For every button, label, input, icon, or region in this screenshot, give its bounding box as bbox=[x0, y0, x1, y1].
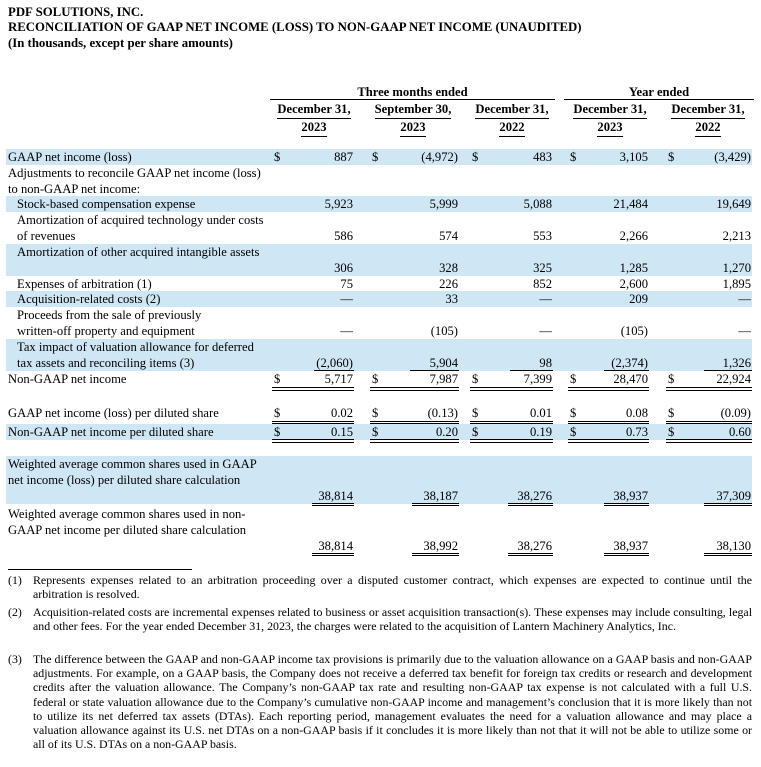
total-rule bbox=[568, 442, 649, 443]
table-cell: 0.01 bbox=[529, 406, 552, 420]
group-three-months: Three months ended bbox=[270, 85, 555, 100]
table-cell: 574 bbox=[439, 229, 458, 243]
table-cell: (4,972) bbox=[421, 150, 458, 164]
table-cell: 328 bbox=[439, 261, 458, 275]
subtotal-rule bbox=[604, 370, 649, 371]
dollar-sign: $ bbox=[472, 372, 479, 386]
total-rule bbox=[470, 423, 553, 424]
table-cell: 38,992 bbox=[423, 539, 458, 553]
total-rule bbox=[704, 505, 752, 506]
total-rule bbox=[604, 505, 649, 506]
row-label-arbitration: Expenses of arbitration (1) bbox=[17, 277, 152, 291]
dollar-sign: $ bbox=[668, 425, 675, 439]
table-cell: (0.13) bbox=[427, 406, 458, 420]
total-rule bbox=[272, 442, 354, 443]
dollar-sign: $ bbox=[668, 150, 675, 164]
total-rule bbox=[666, 423, 752, 424]
footnote-number: (1) bbox=[8, 573, 22, 587]
table-cell: — bbox=[738, 292, 751, 306]
table-cell: 0.73 bbox=[625, 425, 648, 439]
total-rule bbox=[604, 555, 649, 556]
row-label-gaap-eps: GAAP net income (loss) per diluted share bbox=[8, 406, 219, 420]
footnote-text: Represents expenses related to an arbitration proceeding over a disputed customer contract, which expenses are expected to continue until the arbitration is resolved. bbox=[33, 573, 752, 602]
report-subtitle: (In thousands, except per share amounts) bbox=[8, 36, 233, 50]
row-label-tax-impact: Tax impact of valuation allowance for deferred tax assets and reconciling items (3) bbox=[17, 340, 254, 370]
table-cell: 33 bbox=[445, 292, 458, 306]
table-cell: 0.15 bbox=[330, 425, 353, 439]
table-cell: 98 bbox=[539, 356, 552, 370]
table-cell: 38,937 bbox=[613, 489, 648, 503]
table-cell: 38,130 bbox=[716, 539, 751, 553]
dollar-sign: $ bbox=[570, 372, 577, 386]
footnote-3 bbox=[8, 652, 752, 751]
total-rule bbox=[312, 505, 354, 506]
dollar-sign: $ bbox=[274, 372, 281, 386]
total-rule bbox=[272, 439, 354, 440]
table-cell: 1,326 bbox=[722, 356, 751, 370]
row-label-proceeds: Proceeds from the sale of previously written-off property and equipment bbox=[17, 308, 202, 338]
dollar-sign: $ bbox=[668, 372, 675, 386]
total-rule bbox=[508, 555, 553, 556]
row-label-adjustments: Adjustments to reconcile GAAP net income (loss) to non-GAAP net income: bbox=[8, 166, 261, 196]
table-cell: 2,266 bbox=[619, 229, 648, 243]
table-cell: 7,987 bbox=[429, 372, 458, 386]
dollar-sign: $ bbox=[274, 425, 281, 439]
total-rule bbox=[568, 423, 649, 424]
total-rule bbox=[312, 555, 354, 556]
table-cell: 22,924 bbox=[716, 372, 751, 386]
table-cell: (105) bbox=[620, 324, 648, 338]
total-rule bbox=[412, 505, 459, 506]
total-rule bbox=[508, 553, 553, 554]
dollar-sign: $ bbox=[372, 150, 379, 164]
table-cell: 28,470 bbox=[613, 372, 648, 386]
table-cell: 1,270 bbox=[722, 261, 751, 275]
total-rule bbox=[272, 421, 354, 422]
table-cell: 38,276 bbox=[517, 489, 552, 503]
table-cell: 0.02 bbox=[330, 406, 353, 420]
subtotal-rule bbox=[410, 370, 459, 371]
total-rule bbox=[272, 423, 354, 424]
table-cell: 553 bbox=[533, 229, 552, 243]
total-rule bbox=[312, 503, 354, 504]
footnote-1 bbox=[8, 573, 752, 601]
table-cell: (105) bbox=[430, 324, 458, 338]
total-rule bbox=[568, 390, 649, 391]
row-label-amort-other: Amortization of other acquired intangible assets bbox=[17, 245, 260, 259]
table-cell: (2,374) bbox=[611, 356, 648, 370]
footnote-number: (3) bbox=[8, 652, 22, 666]
total-rule bbox=[704, 555, 752, 556]
table-cell: 226 bbox=[439, 277, 458, 291]
table-cell: 325 bbox=[533, 261, 552, 275]
table-cell: 38,937 bbox=[613, 539, 648, 553]
table-cell: 0.08 bbox=[625, 406, 648, 420]
total-rule bbox=[508, 505, 553, 506]
table-cell: — bbox=[539, 292, 552, 306]
total-rule bbox=[272, 390, 354, 391]
total-rule bbox=[666, 387, 752, 388]
table-cell: 887 bbox=[334, 150, 353, 164]
table-cell: 5,088 bbox=[523, 197, 552, 211]
row-label-gaap-net-income: GAAP net income (loss) bbox=[8, 150, 132, 164]
table-cell: 0.60 bbox=[728, 425, 751, 439]
total-rule bbox=[666, 421, 752, 422]
footnote-separator bbox=[8, 569, 192, 570]
column-header: December 31, 2022 bbox=[468, 101, 556, 137]
table-cell: — bbox=[539, 324, 552, 338]
table-cell: — bbox=[738, 324, 751, 338]
table-cell: 19,649 bbox=[716, 197, 751, 211]
row-label-stock-comp: Stock-based compensation expense bbox=[17, 197, 196, 211]
report-title: RECONCILIATION OF GAAP NET INCOME (LOSS) TO NON-GAAP NET INCOME (UNAUDITED) bbox=[8, 20, 582, 34]
total-rule bbox=[666, 439, 752, 440]
total-rule bbox=[470, 442, 553, 443]
table-cell: — bbox=[340, 324, 353, 338]
table-cell: — bbox=[340, 292, 353, 306]
dollar-sign: $ bbox=[472, 425, 479, 439]
total-rule bbox=[272, 387, 354, 388]
table-cell: 1,895 bbox=[722, 277, 751, 291]
company-name: PDF SOLUTIONS, INC. bbox=[8, 5, 144, 19]
total-rule bbox=[370, 421, 459, 422]
total-rule bbox=[568, 439, 649, 440]
total-rule bbox=[370, 439, 459, 440]
footnote-number: (2) bbox=[8, 605, 22, 619]
subtotal-rule bbox=[704, 370, 752, 371]
table-cell: 5,999 bbox=[429, 197, 458, 211]
row-label-gaap-shares: Weighted average common shares used in GAAP net income (loss) per diluted share calculation bbox=[8, 457, 257, 487]
column-header: December 31, 2022 bbox=[662, 101, 754, 137]
dollar-sign: $ bbox=[274, 150, 281, 164]
column-header: September 30, 2023 bbox=[366, 101, 460, 137]
dollar-sign: $ bbox=[274, 406, 281, 420]
total-rule bbox=[412, 503, 459, 504]
table-cell: 2,600 bbox=[619, 277, 648, 291]
table-cell: 209 bbox=[629, 292, 648, 306]
row-label-non-gaap-eps: Non-GAAP net income per diluted share bbox=[8, 425, 214, 439]
subtotal-rule bbox=[510, 370, 553, 371]
row-label-non-gaap-net-income: Non-GAAP net income bbox=[8, 372, 127, 386]
total-rule bbox=[412, 555, 459, 556]
table-cell: 37,309 bbox=[716, 489, 751, 503]
total-rule bbox=[470, 390, 553, 391]
total-rule bbox=[412, 553, 459, 554]
column-header: December 31, 2023 bbox=[270, 101, 358, 137]
total-rule bbox=[568, 421, 649, 422]
total-rule bbox=[470, 439, 553, 440]
footnote-text: The difference between the GAAP and non-GAAP income tax provisions is primarily due to the valuation allowance on a GAAP basis and non-GAAP adjustments. For example, on a GAAP basis, the Company does not receive a deferred tax benefit for foreign tax credits or research and development credits after the valuation allowance. The Company’s non-GAAP tax rate and resulting non-GAAP tax expense is not calculated with a full U.S. federal or state valuation allowance due to the Company’s cumulative non-GAAP income and management’s conclusion that it is more likely than not to utilize its net deferred tax assets (DTAs). Each reporting period, management evaluates the need for a valuation allowance and may place a valuation allowance against its U.S. net DTAs on a non-GAAP basis if it concludes it is more likely than not that it will not be able to utilize some or all of its U.S. DTAs on a non-GAAP basis. bbox=[33, 652, 752, 752]
total-rule bbox=[666, 442, 752, 443]
table-cell: 38,187 bbox=[423, 489, 458, 503]
dollar-sign: $ bbox=[372, 372, 379, 386]
table-cell: 3,105 bbox=[619, 150, 648, 164]
group-year: Year ended bbox=[564, 85, 754, 100]
table-cell: 0.19 bbox=[529, 425, 552, 439]
row-label-non-gaap-shares: Weighted average common shares used in non-GAAP net income per diluted share calculation bbox=[8, 507, 247, 537]
table-cell: 2,213 bbox=[722, 229, 751, 243]
total-rule bbox=[704, 503, 752, 504]
total-rule bbox=[370, 387, 459, 388]
table-cell: 5,717 bbox=[324, 372, 353, 386]
total-rule bbox=[508, 503, 553, 504]
total-rule bbox=[604, 503, 649, 504]
table-cell: (0.09) bbox=[720, 406, 751, 420]
total-rule bbox=[604, 553, 649, 554]
total-rule bbox=[568, 387, 649, 388]
table-cell: (2,060) bbox=[316, 356, 353, 370]
table-cell: 21,484 bbox=[613, 197, 648, 211]
table-cell: 75 bbox=[340, 277, 353, 291]
footnote-text: Acquisition-related costs are incremental expenses related to business or asset acquisition transaction(s). These expenses may include consulting, legal and other fees. For the year ended December 31, 2023, the charges were related to the acquisition of Lantern Machinery Analytics, Inc. bbox=[33, 605, 752, 634]
dollar-sign: $ bbox=[372, 425, 379, 439]
footnote-2 bbox=[8, 605, 752, 633]
table-cell: 7,399 bbox=[523, 372, 552, 386]
total-rule bbox=[370, 390, 459, 391]
column-header: December 31, 2023 bbox=[564, 101, 656, 137]
dollar-sign: $ bbox=[570, 406, 577, 420]
table-cell: 38,276 bbox=[517, 539, 552, 553]
table-cell: 483 bbox=[533, 150, 552, 164]
row-label-acquisition: Acquisition-related costs (2) bbox=[17, 292, 161, 306]
total-rule bbox=[704, 553, 752, 554]
total-rule bbox=[312, 553, 354, 554]
table-cell: 0.20 bbox=[435, 425, 458, 439]
dollar-sign: $ bbox=[472, 150, 479, 164]
table-cell: 586 bbox=[334, 229, 353, 243]
total-rule bbox=[470, 387, 553, 388]
subtotal-rule bbox=[314, 370, 354, 371]
total-rule bbox=[370, 442, 459, 443]
dollar-sign: $ bbox=[668, 406, 675, 420]
dollar-sign: $ bbox=[570, 150, 577, 164]
total-rule bbox=[666, 390, 752, 391]
dollar-sign: $ bbox=[372, 406, 379, 420]
table-cell: 5,923 bbox=[324, 197, 353, 211]
row-label-amort-tech: Amortization of acquired technology under costs of revenues bbox=[17, 213, 264, 243]
dollar-sign: $ bbox=[472, 406, 479, 420]
table-cell: 38,814 bbox=[318, 539, 353, 553]
total-rule bbox=[470, 421, 553, 422]
table-cell: 38,814 bbox=[318, 489, 353, 503]
table-cell: 306 bbox=[334, 261, 353, 275]
table-cell: 5,904 bbox=[429, 356, 458, 370]
total-rule bbox=[370, 423, 459, 424]
table-cell: 852 bbox=[533, 277, 552, 291]
dollar-sign: $ bbox=[570, 425, 577, 439]
table-cell: (3,429) bbox=[714, 150, 751, 164]
table-cell: 1,285 bbox=[619, 261, 648, 275]
